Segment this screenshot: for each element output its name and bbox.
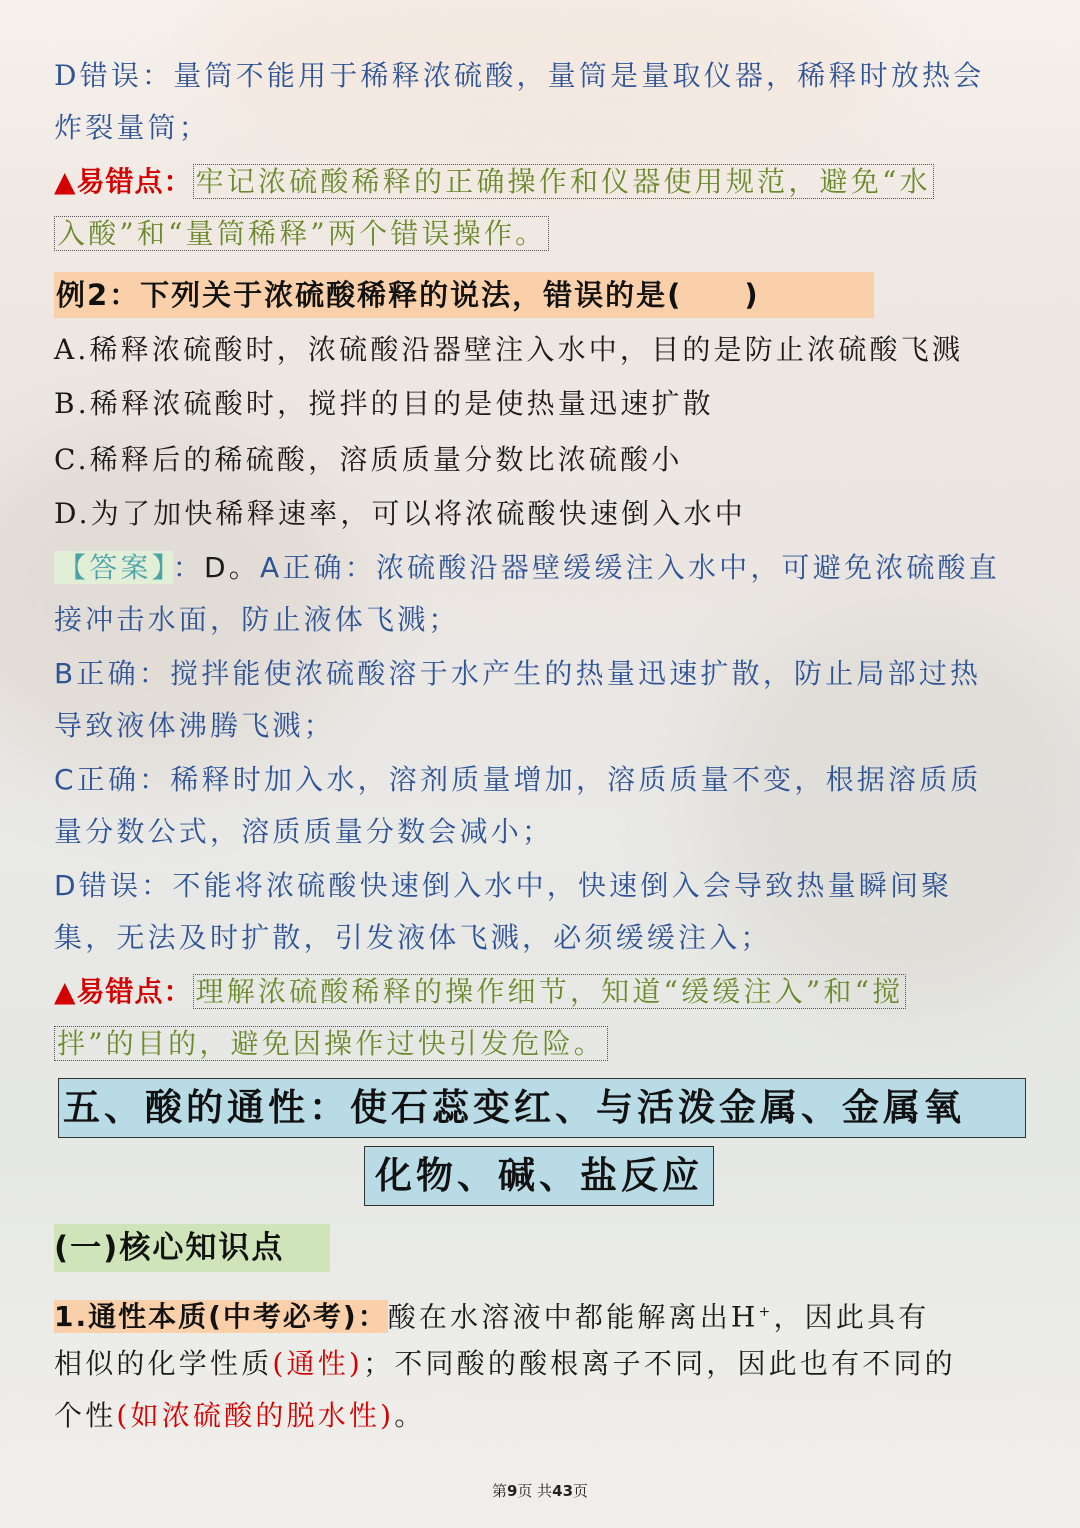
- answer-c-label: C: [54, 763, 77, 796]
- error-point-2-text-cont: 拌”的目的，避免因操作过快引发危险。: [54, 1026, 608, 1061]
- point-1-lead: 1.通性本质(中考必考)：: [54, 1300, 388, 1334]
- option-a: A.稀释浓硫酸时，浓硫酸沿器壁注入水中，目的是防止浓硫酸飞溅: [54, 333, 964, 366]
- point-1-line-1: [54, 1292, 930, 1337]
- section-5-title-line-1: 五、酸的通性：使石蕊变红、与活泼金属、金属氧: [58, 1078, 1026, 1138]
- error-point-2-line-1: [54, 972, 906, 1012]
- answer-d-line-2: 集，无法及时扩散，引发液体飞溅，必须缓缓注入；: [54, 921, 772, 954]
- option-c: C.稀释后的稀硫酸，溶质质量分数比浓硫酸小: [54, 443, 683, 476]
- answer-b-text: 正确：搅拌能使浓硫酸溶于水产生的热量迅速扩散，防止局部过热: [76, 657, 982, 690]
- footer-post: 页: [573, 1482, 589, 1500]
- answer-c-line-2: 量分数公式，溶质质量分数会减小；: [54, 815, 554, 848]
- error-point-label: ▲易错点：: [54, 165, 193, 198]
- d-wrong-line-1: [54, 56, 984, 96]
- d-wrong-line-2: 炸裂量筒；: [54, 111, 211, 144]
- point-1-line-3: [54, 1396, 425, 1436]
- h-ion-charge: +: [758, 1304, 774, 1320]
- point-1-example: (如浓硫酸的脱水性): [116, 1399, 395, 1432]
- error-point-text: 牢记浓硫酸稀释的正确操作和仪器使用规范，避免“水: [193, 164, 934, 199]
- error-point-2-label: ▲易错点：: [54, 975, 193, 1008]
- answer-a-text: 正确：浓硫酸沿器壁缓缓注入水中，可避免浓硫酸直: [282, 551, 1000, 584]
- footer-page-number: 9: [506, 1482, 518, 1500]
- answer-c-text: 正确：稀释时加入水，溶剂质量增加，溶质质量不变，根据溶质质: [76, 763, 982, 796]
- point-1-common-property: (通性): [272, 1347, 364, 1380]
- answer-b-line-2: 导致液体沸腾飞溅；: [54, 709, 335, 742]
- answer-d-text: 错误：不能将浓硫酸快速倒入水中，快速倒入会导致热量瞬间聚: [78, 869, 953, 902]
- error-point-1-line-2: [54, 214, 549, 254]
- option-b: B.稀释浓硫酸时，搅拌的目的是使热量迅速扩散: [54, 387, 714, 420]
- option-d: D.为了加快稀释速率，可以将浓硫酸快速倒入水中: [54, 497, 746, 530]
- point-1-text: 酸在水溶液中都能解离出H: [387, 1300, 759, 1334]
- point-1-line-3-b: 。: [394, 1399, 426, 1432]
- answer-a-label: A: [259, 551, 283, 584]
- point-1-text-rest: ，因此具有: [773, 1300, 930, 1334]
- example-2-title: 例2：下列关于浓硫酸稀释的说法，错误的是( ): [54, 272, 874, 318]
- core-knowledge-heading: (一)核心知识点: [54, 1224, 330, 1272]
- point-1-line-2: [54, 1344, 956, 1384]
- d-wrong-label: D错误：: [54, 59, 174, 92]
- point-1-line-3-a: 个性: [54, 1399, 117, 1432]
- error-point-text-cont: 入酸”和“量筒稀释”两个错误操作。: [54, 216, 549, 251]
- footer-pre: 第: [491, 1482, 507, 1500]
- error-point-2-line-2: [54, 1024, 608, 1064]
- error-point-1-line-1: [54, 162, 934, 202]
- footer-mid: 页 共: [517, 1482, 553, 1500]
- answer-a-line-2: 接冲击水面，防止液体飞溅；: [54, 603, 460, 636]
- point-1-line-2-b: ；不同酸的酸根离子不同，因此也有不同的: [363, 1347, 956, 1380]
- answer-colon: ：: [172, 551, 205, 584]
- answer-value: D。: [204, 551, 260, 584]
- answer-b-label: B: [54, 657, 77, 690]
- answer-d-label: D: [54, 869, 79, 902]
- section-5-title-line-2: 化物、碱、盐反应: [364, 1146, 714, 1206]
- answer-tag: 【答案】: [54, 551, 173, 584]
- answer-c-line-1: [54, 760, 982, 800]
- point-1-line-2-a: 相似的化学性质: [54, 1347, 273, 1380]
- answer-b-line-1: [54, 654, 981, 694]
- error-point-2-text: 理解浓硫酸稀释的操作细节，知道“缓缓注入”和“搅: [193, 974, 907, 1009]
- footer-total-pages: 43: [552, 1482, 574, 1500]
- answer-line-1: [54, 548, 1000, 588]
- page-footer: [0, 1480, 1080, 1501]
- d-wrong-text: 量筒不能用于稀释浓硫酸，量筒是量取仪器，稀释时放热会: [173, 59, 985, 92]
- answer-d-line-1: [54, 866, 952, 906]
